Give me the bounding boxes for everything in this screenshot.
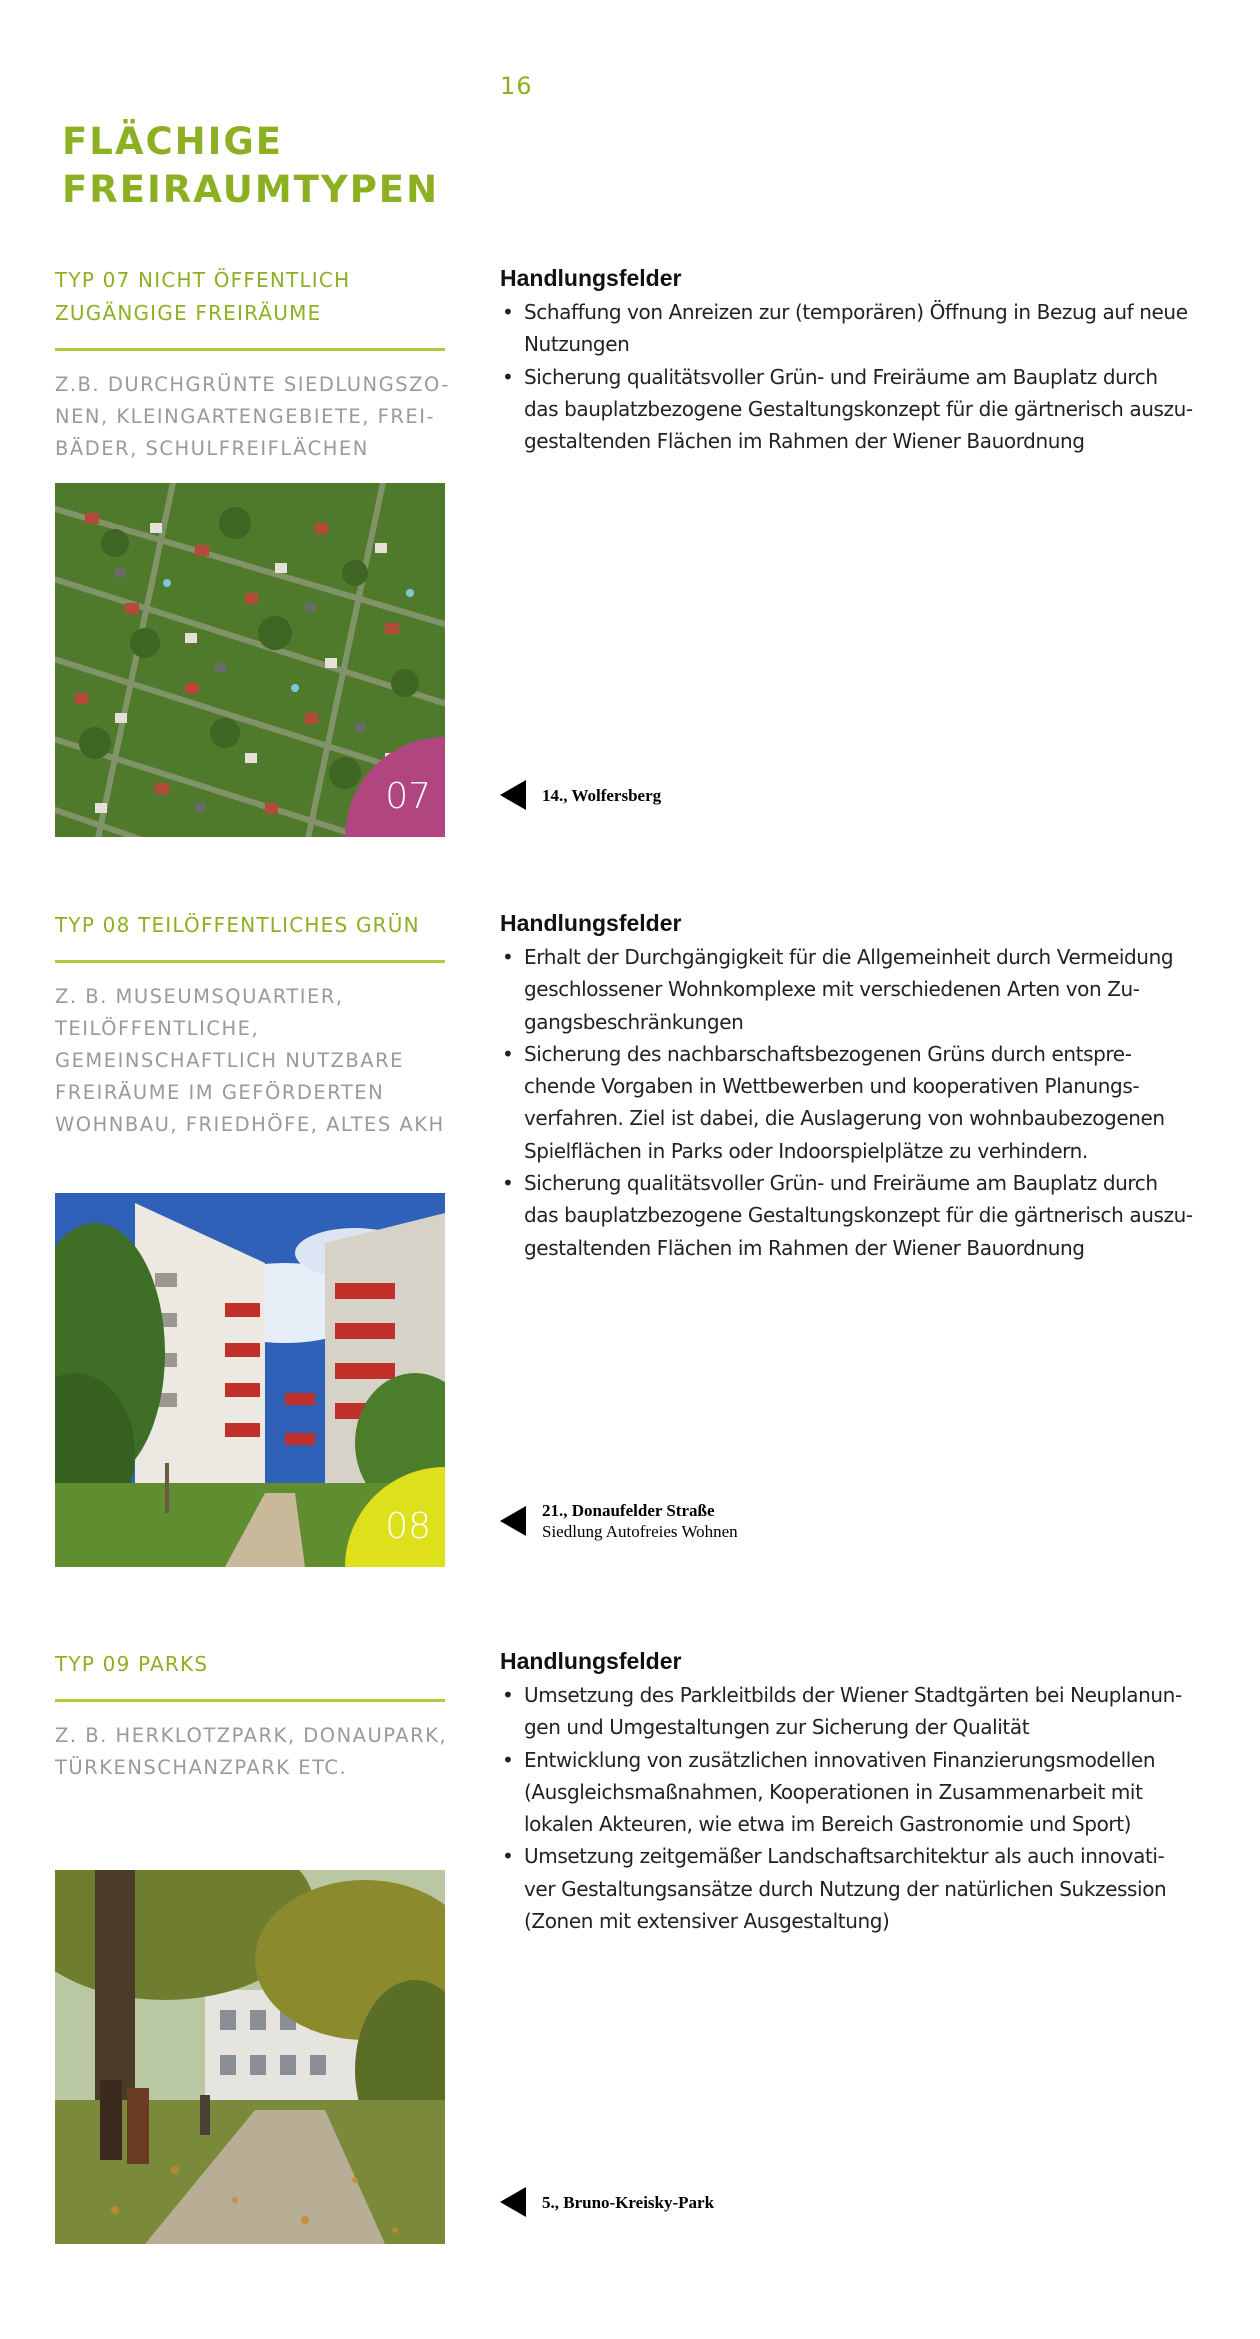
caption-text — [542, 2192, 714, 2213]
type-08-title — [55, 909, 445, 963]
caption-subtitle: Siedlung Autofreies Wohnen — [542, 1522, 738, 1541]
type-07-badge: 07 — [345, 737, 445, 837]
measure-item — [500, 1840, 1190, 1937]
measure-line: geschlossener Wohnkomplexe mit verschiedenen Arten von Zu- — [524, 977, 1140, 1002]
page-title — [62, 118, 439, 214]
measure-line: (Ausgleichsmaßnahmen, Kooperationen in Zusammenarbeit mit — [524, 1779, 1143, 1804]
measure-item — [500, 1167, 1193, 1264]
measures-heading: Handlungsfelder — [500, 1648, 682, 1674]
measure-line: Spielflächen in Parks oder Indoorspielplätze zu verhindern. — [524, 1138, 1088, 1163]
type-examples-line: Z. B. HERKLOTZPARK, DONAUPARK, — [55, 1724, 448, 1747]
measure-line: gangsbeschränkungen — [524, 1009, 744, 1034]
measure-line: verfahren. Ziel ist dabei, die Auslagerung von wohnbaubezogenen — [524, 1106, 1165, 1131]
pointer-left-icon — [500, 1506, 526, 1536]
pointer-left-icon — [500, 780, 526, 810]
type-examples-line: TÜRKENSCHANZPARK ETC. — [55, 1756, 348, 1779]
measures-heading: Handlungsfelder — [500, 265, 682, 291]
type-examples-line: Z. B. MUSEUMSQUARTIER, — [55, 985, 344, 1008]
measure-item — [500, 296, 1190, 361]
measure-line: • Sicherung qualitätsvoller Grün- und Freiräume am Bauplatz durch — [524, 1171, 1158, 1196]
measures-list — [500, 1679, 1190, 1937]
type-examples-line: NEN, KLEINGARTENGEBIETE, FREI- — [55, 405, 435, 428]
type-09-measures — [500, 1646, 1190, 1937]
type-07-title — [55, 264, 445, 351]
type-09-examples — [55, 1720, 448, 1784]
measure-line: (Zonen mit extensiver Ausgestaltung) — [524, 1909, 890, 1934]
caption-location: 5., Bruno-Kreisky-Park — [542, 2192, 715, 2212]
type-07-examples — [55, 369, 450, 465]
measure-line: ver Gestaltungsansätze durch Nutzung der natürlichen Sukzession — [524, 1876, 1167, 1901]
measure-line: • Entwicklung von zusätzlichen innovativen Finanzierungsmodellen — [524, 1747, 1156, 1772]
page-title-line: FLÄCHIGE — [62, 120, 284, 163]
measure-line: das bauplatzbezogene Gestaltungskonzept für die gärtnerisch auszu- — [524, 1203, 1193, 1228]
type-examples-line: GEMEINSCHAFTLICH NUTZBARE — [55, 1049, 405, 1072]
measure-line: lokalen Akteuren, wie etwa im Bereich Gastronomie und Sport) — [524, 1812, 1132, 1837]
photo-bruno-kreisky-park — [55, 1870, 445, 2244]
type-08-header — [55, 909, 445, 1141]
type-examples-line: WOHNBAU, FRIEDHÖFE, ALTES AKH — [55, 1113, 445, 1136]
type-08-measures — [500, 908, 1193, 1264]
page-number: 16 — [500, 72, 533, 100]
measure-line: • Erhalt der Durchgängigkeit für die Allgemeinheit durch Vermeidung — [524, 945, 1174, 969]
type-examples-line: TEILÖFFENTLICHE, — [55, 1017, 260, 1040]
measure-line: • Schaffung von Anreizen zur (temporären) Öffnung in Bezug auf neue — [524, 300, 1188, 324]
page-title-line: FREIRAUMTYPEN — [62, 168, 440, 211]
measure-item — [500, 361, 1193, 458]
measure-line: • Umsetzung des Parkleitbilds der Wiener Stadtgärten bei Neuplanun- — [524, 1683, 1182, 1707]
type-07-header — [55, 264, 450, 465]
type-title-line: TYP 07 NICHT ÖFFENTLICH — [55, 268, 351, 292]
caption-location: 21., Donaufelder Straße — [542, 1501, 715, 1520]
type-title-line: ZUGÄNGIGE FREIRÄUME — [55, 301, 322, 325]
type-examples-line: Z.B. DURCHGRÜNTE SIEDLUNGSZO- — [55, 373, 450, 396]
type-09-header — [55, 1648, 448, 1784]
measure-line: Nutzungen — [524, 332, 630, 357]
type-title-line: TYP 08 TEILÖFFENTLICHES GRÜN — [55, 913, 420, 937]
park-autumn-image — [55, 1870, 445, 2244]
measure-item — [500, 1744, 1190, 1841]
measures-list — [500, 941, 1193, 1264]
measure-line: • Sicherung qualitätsvoller Grün- und Freiräume am Bauplatz durch — [524, 364, 1158, 389]
type-08-badge: 08 — [345, 1467, 445, 1567]
type-07-caption — [500, 780, 661, 810]
type-08-caption — [500, 1500, 738, 1542]
measures-heading: Handlungsfelder — [500, 910, 682, 936]
pointer-left-icon — [500, 2187, 526, 2217]
type-examples-line: FREIRÄUME IM GEFÖRDERTEN — [55, 1081, 385, 1104]
measure-line: gestaltenden Flächen im Rahmen der Wiener Bauordnung — [524, 429, 1085, 454]
measure-line: gestaltenden Flächen im Rahmen der Wiener Bauordnung — [524, 1235, 1085, 1260]
measure-item — [500, 941, 1190, 1038]
measures-list — [500, 296, 1193, 457]
caption-text — [542, 1500, 738, 1542]
type-09-title — [55, 1648, 445, 1702]
type-07-measures — [500, 263, 1193, 457]
measure-line: chende Vorgaben in Wettbewerben und kooperativen Planungs- — [524, 1074, 1140, 1099]
caption-text — [542, 785, 661, 806]
measure-line: das bauplatzbezogene Gestaltungskonzept für die gärtnerisch auszu- — [524, 396, 1193, 421]
measure-item — [500, 1679, 1190, 1744]
measure-item — [500, 1038, 1190, 1167]
measure-line: gen und Umgestaltungen zur Sicherung der Qualität — [524, 1715, 1030, 1740]
photo-donaufelder-strasse — [55, 1193, 445, 1567]
measure-line: • Umsetzung zeitgemäßer Landschaftsarchitektur als auch innovati- — [524, 1844, 1165, 1869]
type-examples-line: BÄDER, SCHULFREIFLÄCHEN — [55, 437, 369, 460]
photo-wolfersberg — [55, 483, 445, 837]
type-08-examples — [55, 981, 445, 1141]
measure-line: • Sicherung des nachbarschaftsbezogenen Grüns durch entspre- — [524, 1041, 1132, 1066]
type-09-caption — [500, 2187, 714, 2217]
type-title-line: TYP 09 PARKS — [55, 1652, 209, 1676]
caption-location: 14., Wolfersberg — [542, 785, 662, 805]
